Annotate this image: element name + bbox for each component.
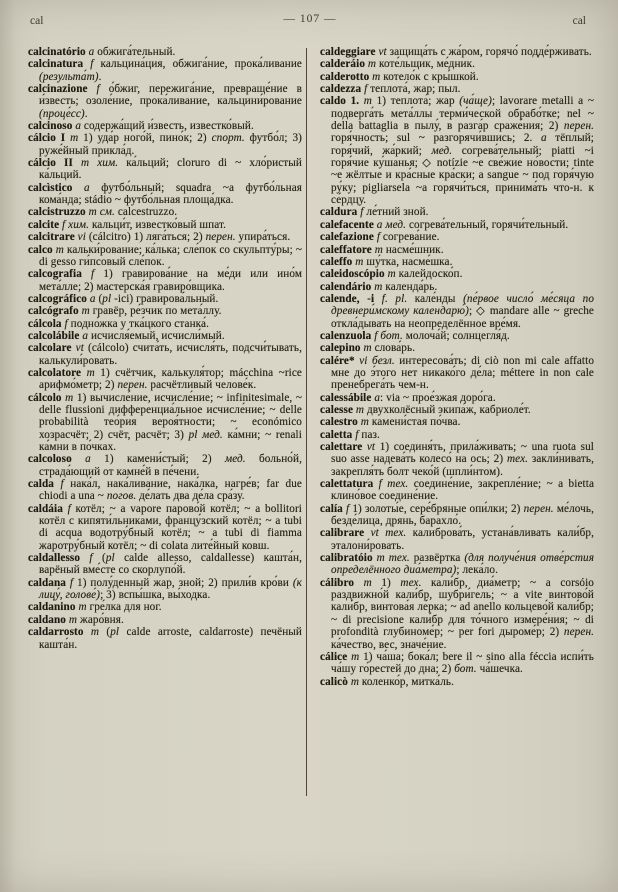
dictionary-entry bbox=[28, 231, 302, 243]
entry-text: теплота́, жар; пыл. bbox=[370, 83, 461, 96]
entry-text: о́бжиг, пережига́ние, превраще́ние в и́звесть; озоле́ние, прока́ливание, кальцини́рование bbox=[39, 83, 303, 108]
headword: caldanino bbox=[28, 601, 79, 614]
headword: calesse bbox=[320, 403, 356, 416]
headword: calcitrare bbox=[28, 231, 78, 244]
headword: calenzuola bbox=[320, 329, 375, 342]
entry-text: a bbox=[374, 391, 381, 404]
entry-text: (для получе́ния отве́рстия определённого диа́метра) bbox=[331, 552, 595, 577]
entry-text: -ici) гравирова́льный. bbox=[114, 292, 219, 305]
entry-text: m bbox=[351, 650, 364, 663]
entry-text: m bbox=[360, 416, 372, 429]
entry-text: календа́рь. bbox=[385, 280, 438, 293]
entry-text: подно́жка у тка́цкого станка́. bbox=[70, 317, 209, 330]
dictionary-entry bbox=[28, 318, 302, 330]
headword: calepino bbox=[320, 342, 364, 355]
entry-text: мед. bbox=[224, 453, 259, 466]
headword: caldezza bbox=[320, 83, 365, 96]
headword: caleffatore bbox=[320, 243, 375, 256]
entry-text: 1) золоты́е, сере́бряные опи́лки; 2) bbox=[352, 502, 524, 515]
entry-text: m bbox=[350, 675, 362, 688]
entry-text: ме́лочь, безде́лица, дрянь, барахло́. bbox=[331, 502, 594, 528]
entry-text: 1) полу́денный жар, зной; 2) прили́в кро́ви bbox=[77, 576, 293, 589]
header-guide-word-right: cal bbox=[572, 15, 586, 27]
headword: calda bbox=[28, 478, 61, 491]
entry-text: m bbox=[367, 58, 379, 71]
entry-text: a bbox=[82, 329, 91, 342]
dictionary-entry bbox=[28, 132, 302, 157]
headword: caldallesso bbox=[28, 552, 90, 565]
entry-text: f bbox=[90, 58, 101, 71]
headword: calcografia bbox=[28, 268, 92, 281]
entry-text: f bbox=[67, 502, 76, 515]
dictionary-entry bbox=[28, 392, 302, 454]
headword: calcolábile bbox=[28, 329, 83, 342]
entry-text: ; ◇ mandare alle ~ greche откла́дывать на неопределённое вре́мя. bbox=[331, 305, 594, 330]
entry-text: хим. bbox=[97, 157, 127, 170]
dictionary-entry bbox=[28, 58, 302, 83]
entry-text: f bbox=[364, 83, 371, 96]
dictionary-entry bbox=[320, 441, 594, 478]
headword: calibratóio bbox=[320, 552, 377, 565]
entry-text: упира́ться. bbox=[238, 231, 291, 244]
entry-text: f bbox=[60, 478, 71, 491]
entry-text: . bbox=[98, 70, 102, 83]
entry-text: a bbox=[540, 132, 556, 145]
entry-text: шу́тка, насме́шка. bbox=[366, 255, 453, 268]
entry-text: m bbox=[355, 403, 367, 416]
entry-text: перен. bbox=[563, 626, 594, 639]
entry-text: pl bbox=[105, 552, 125, 565]
headword: calcolare bbox=[28, 342, 76, 355]
headword: calessábile bbox=[320, 391, 375, 404]
headword: calettare bbox=[320, 441, 367, 453]
entry-text: жаро́вня. bbox=[79, 613, 124, 626]
entry-text: перен. bbox=[523, 502, 557, 515]
entry-text: 1) счётчик, калькуля́тор; mácchina ~rice арифмо́метр; 2) bbox=[39, 366, 302, 392]
headword: calefacente bbox=[320, 218, 377, 231]
entry-text: a bbox=[75, 120, 84, 133]
headword: calcinatura bbox=[28, 58, 91, 71]
entry-text: f. pl. bbox=[381, 292, 415, 305]
headword: calefazione bbox=[320, 231, 377, 244]
dictionary-entry bbox=[28, 614, 302, 626]
entry-text: m bbox=[363, 95, 377, 108]
entry-text: 1) теплота́; жар bbox=[376, 95, 460, 108]
entry-text: calcestruzzo. bbox=[117, 206, 178, 219]
headword: caldano bbox=[28, 613, 69, 626]
headword: calcinatório bbox=[28, 46, 89, 58]
entry-text: слова́рь. bbox=[374, 342, 416, 355]
entry-text: a bbox=[84, 181, 102, 194]
headword: calcistruzzo bbox=[28, 206, 89, 219]
dictionary-entry bbox=[320, 206, 594, 218]
dictionary-entry bbox=[320, 244, 594, 256]
dictionary-entry bbox=[28, 206, 302, 218]
entry-text: 1) ча́ша; бока́л; bere il ~ sino alla féccia испи́ть ча́шу го́рестей до дна; 2) bbox=[331, 650, 594, 676]
entry-text: calde arroste, caldarroste) печёный кашта́н. bbox=[39, 626, 302, 651]
right-column bbox=[320, 46, 594, 688]
entry-text: футбо́л; 3) руже́йный прикла́д. bbox=[39, 132, 303, 157]
dictionary-entry bbox=[320, 293, 594, 330]
entry-text: vi bbox=[77, 231, 89, 244]
dictionary-entry bbox=[320, 342, 594, 354]
entry-text: 1) вычисле́ние, исчисле́ние; ~ infinitesimale, ~ delle flussioni дифференциа́льное исчисле́ние; ~ delle probabilità тео́рия вероя́тности; ~ económico хозрасчёт; 2) счёт, расчёт; 3) bbox=[39, 391, 303, 441]
entry-text: мед. bbox=[385, 218, 409, 231]
headword: calendário bbox=[320, 280, 375, 293]
entry-text: интересова́ть; di ciò non mi cale affatto мне до э́того нет никако́го де́ла; méttere in non cale пренебрега́ть чем-н. bbox=[331, 354, 595, 392]
headword: calende, -i bbox=[320, 292, 382, 305]
headword: calcinoso bbox=[28, 120, 76, 133]
entry-text: m bbox=[86, 366, 101, 379]
entry-text: расчётливый челове́к. bbox=[150, 379, 257, 392]
entry-text: безл. bbox=[372, 354, 400, 367]
entry-text: ка́чество, вес, значе́ние. bbox=[331, 638, 447, 651]
entry-text: футбо́льный; squadra ~a футбо́льная кома́нда; stádio ~ футбо́льная площа́дка. bbox=[39, 181, 303, 207]
dictionary-entry bbox=[28, 552, 302, 577]
headword: cálcio I bbox=[28, 132, 71, 145]
headword: caldeggiare bbox=[320, 46, 379, 58]
entry-text: спорт. bbox=[211, 132, 250, 145]
entry-text: см. bbox=[99, 206, 118, 219]
entry-text: кальцина́ция, обжига́ние, прока́ливание bbox=[100, 58, 303, 71]
entry-text: кале́нды bbox=[414, 292, 464, 305]
entry-text: погов. bbox=[106, 490, 140, 503]
entry-text: : via ~ прое́зжая доро́га. bbox=[380, 391, 496, 404]
entry-text: m bbox=[372, 70, 384, 83]
headword: calibrare bbox=[320, 527, 371, 540]
entry-text: калейдоско́п. bbox=[398, 268, 463, 281]
dictionary-entry bbox=[28, 577, 302, 602]
entry-text: перен. bbox=[563, 120, 594, 133]
dictionary-entry bbox=[320, 527, 594, 552]
entry-text: кальци́т, известко́вый шпат. bbox=[91, 218, 227, 231]
entry-text: a bbox=[376, 218, 386, 231]
dictionary-entry bbox=[320, 219, 594, 231]
dictionary-entry bbox=[28, 453, 302, 478]
entry-text: 1) bbox=[381, 576, 401, 589]
entry-text: m bbox=[78, 601, 90, 614]
entry-text: согрева́ние. bbox=[382, 231, 440, 244]
entry-text: m bbox=[374, 280, 386, 293]
entry-text: calde allesso, caldallesse) кашта́н, варёный вме́сте со скорлупо́й. bbox=[39, 552, 302, 577]
entry-text: vt bbox=[75, 342, 89, 355]
entry-text: котёл; ~ a vapore парово́й котёл; ~ a bollitori котёл с кипяти́льниками, францу́зский котёл; ~ a tubi di acqua водотру́бный котёл; ~ a tubi di fiamma жаротру́бный котёл; ~ di colata лите́йный ковш. bbox=[39, 502, 302, 552]
page-number: — 107 — bbox=[283, 13, 337, 25]
dictionary-entry bbox=[28, 342, 302, 367]
headword: calcógrafo bbox=[28, 305, 82, 318]
dictionary-entry bbox=[28, 182, 302, 207]
dictionary-entry bbox=[28, 626, 302, 651]
headword: calestro bbox=[320, 416, 361, 429]
entry-text: соедине́ние, закрепле́ние; ~ a bietta клино́вое соедине́ние. bbox=[331, 478, 595, 503]
dictionary-entry bbox=[320, 71, 594, 83]
dictionary-entry bbox=[28, 83, 302, 120]
entry-text: a bbox=[89, 292, 99, 305]
dictionary-entry bbox=[320, 256, 594, 268]
entry-text: двухколёсный экипа́ж, кабриоле́т. bbox=[366, 403, 531, 416]
entry-text: (результа́т) bbox=[39, 70, 99, 83]
entry-text: pl bbox=[188, 428, 203, 441]
entry-text: (проце́сс) bbox=[39, 107, 85, 120]
entry-text: 1) уда́р ного́й, пино́к; 2) bbox=[83, 132, 212, 145]
headword: calderotto bbox=[320, 70, 373, 83]
entry-text: согрева́тельный, горячи́тельный. bbox=[408, 218, 569, 231]
entry-text: m bbox=[68, 613, 80, 626]
entry-text: m bbox=[363, 576, 382, 589]
headword: cálcolo bbox=[28, 391, 66, 404]
entry-text: m bbox=[374, 243, 386, 256]
headword: caldana bbox=[28, 576, 70, 589]
entry-text: ( bbox=[101, 552, 106, 565]
dictionary-entry bbox=[28, 293, 302, 305]
entry-text: тех. bbox=[387, 478, 414, 491]
entry-text: молоча́й; солнцегля́д. bbox=[405, 329, 510, 342]
entry-text: закли́нивать, закрепля́ть болт чеко́й (шпли́нтом). bbox=[331, 453, 594, 478]
entry-text: перен. bbox=[117, 379, 151, 392]
dictionary-entry bbox=[320, 355, 594, 392]
entry-text: ; лека́ло. bbox=[456, 564, 499, 577]
entry-text: (cálcitro) 1) ляга́ться; 2) bbox=[88, 231, 206, 244]
entry-text: (cálcolo) счита́ть, исчисля́ть, подсчи́тывать, калькули́ровать. bbox=[39, 342, 302, 367]
entry-text: f bbox=[360, 206, 367, 219]
entry-text: f bbox=[69, 576, 77, 589]
entry-text: f bbox=[376, 231, 383, 244]
entry-text: f bbox=[378, 478, 388, 491]
entry-text: m bbox=[355, 255, 367, 268]
dictionary-entry bbox=[28, 367, 302, 392]
entry-text: ; 3) вспы́шка, вы́ходка. bbox=[100, 589, 211, 602]
entry-text: кали́бр, диа́метр; ~ a corsóio раздвижно́й кали́бр, шубри́гель; ~ a vite винтово́й кали́бр, винтова́я ле́рка; ~ ad anello кольцево́й кали́бр; ~ di precisione кали́бр для то́чного измере́ния; ~ di profondità глубиноме́р; ~ per fori дыроме́р; 2) bbox=[331, 576, 595, 639]
headword: calicò bbox=[320, 675, 351, 688]
entry-text: m bbox=[65, 391, 77, 404]
entry-text: m bbox=[90, 626, 107, 639]
entry-text: pl bbox=[102, 292, 115, 305]
entry-text: калиброва́ть, устана́вливать кали́бр, эталони́ровать. bbox=[331, 527, 594, 552]
entry-text: мед. bbox=[202, 428, 228, 441]
entry-text: коленко́р, митка́ль. bbox=[361, 675, 454, 688]
entry-text: f bbox=[91, 268, 104, 281]
headword: cálice bbox=[320, 650, 352, 663]
headword: calettatura bbox=[320, 478, 379, 491]
entry-text: гравёр, ре́зчик по мета́ллу. bbox=[92, 305, 222, 318]
dictionary-entry bbox=[28, 120, 302, 132]
entry-text: m bbox=[55, 243, 67, 256]
entry-text: m bbox=[80, 157, 98, 170]
entry-text: 1) гравирова́ние на ме́ди или ино́м мета́лле; 2) мастерска́я гравиро́вщика. bbox=[39, 268, 303, 293]
headword: calcìstico bbox=[28, 181, 85, 194]
entry-text: 1) соединя́ть, прила́живать; ~ una ruota sul suo asse надева́ть колесо́ на ось; 2) bbox=[331, 441, 594, 466]
dictionary-entry bbox=[320, 478, 594, 503]
entry-text: коте́льщик, ме́дник. bbox=[379, 58, 476, 71]
dictionary-entry bbox=[320, 95, 594, 206]
dictionary-entry bbox=[28, 46, 302, 58]
dictionary-entry bbox=[28, 244, 302, 269]
entry-text: pl bbox=[110, 626, 127, 639]
dictionary-entry bbox=[320, 404, 594, 416]
dictionary-entry bbox=[320, 651, 594, 676]
dictionary-entry bbox=[28, 305, 302, 317]
entry-text: содержа́щий и́звесть, известко́вый. bbox=[83, 120, 254, 133]
entry-text: vt bbox=[370, 527, 386, 540]
headword: calía bbox=[320, 502, 346, 515]
entry-text: f bbox=[355, 428, 362, 441]
entry-text: f bbox=[62, 218, 69, 231]
entry-text: (пе́рвое число́ ме́сяца по древнери́мскому календарю́) bbox=[331, 292, 595, 318]
entry-text: f bbox=[374, 329, 381, 342]
dictionary-entry bbox=[320, 231, 594, 243]
entry-text: f bbox=[64, 317, 71, 330]
dictionary-entry bbox=[28, 478, 302, 503]
entry-text: развёртка bbox=[413, 552, 465, 565]
headword: caleidoscópio bbox=[320, 268, 388, 281]
entry-text: ; lavorare metalli a ~ подверга́ть мета́ллы терми́ческой обрабо́тке; nel ~ della battaglia в пылу́, в разга́р сраже́ния; 2) bbox=[331, 95, 595, 133]
entry-text: a bbox=[85, 453, 105, 466]
entry-text: тех. bbox=[400, 576, 432, 589]
dictionary-entry bbox=[28, 157, 302, 182]
headword: caldura bbox=[320, 206, 361, 219]
headword: calcoloso bbox=[28, 453, 86, 466]
entry-text: f bbox=[345, 502, 353, 515]
entry-text: тех. bbox=[506, 453, 532, 466]
entry-text: горя́чность; sul ~ разгорячи́вшись; 2. bbox=[331, 132, 541, 145]
dictionary-entry bbox=[28, 503, 302, 552]
headword: caletta bbox=[320, 428, 356, 441]
entry-text: vi bbox=[359, 354, 373, 367]
entry-text: ( bbox=[98, 292, 103, 305]
entry-text: камени́стая по́чва. bbox=[371, 416, 461, 429]
entry-text: защища́ть с жа́ром, горячо́ подде́рживать. bbox=[389, 46, 592, 58]
entry-text: насме́шник. bbox=[385, 243, 444, 256]
entry-text: нака́л, нака́ливание, нака́лка, нагре́в; far due chiodi a una ~ bbox=[39, 478, 302, 503]
text-columns bbox=[28, 46, 594, 688]
headword: calcite bbox=[28, 218, 63, 231]
entry-text: тёплый; горя́чий, жа́ркий; bbox=[331, 132, 594, 157]
entry-text: больно́й, страда́ющий от камне́й в пе́чени. bbox=[39, 453, 302, 478]
entry-text: m bbox=[363, 342, 375, 355]
entry-text: m bbox=[81, 305, 93, 318]
entry-text: ( bbox=[106, 626, 111, 639]
entry-text: vt bbox=[378, 46, 390, 58]
entry-text: тех. bbox=[385, 527, 413, 540]
headword: calcolatore bbox=[28, 366, 87, 379]
headword: calcográfico bbox=[28, 292, 90, 305]
entry-text: ка́льций; cloruro di ~ хло́ристый ка́льций. bbox=[39, 157, 302, 182]
entry-text: кальки́рование; ка́лька; сле́пок со скульпту́ры; ~ di gesso ги́псовый сле́пок. bbox=[39, 243, 302, 268]
entry-text: vt bbox=[366, 441, 380, 453]
headword: cálibro bbox=[320, 576, 364, 589]
entry-text: исчисля́емый, исчисли́мый. bbox=[90, 329, 225, 342]
entry-text: f bbox=[89, 552, 102, 565]
headword: calco bbox=[28, 243, 56, 256]
entry-text: ле́тний зной. bbox=[366, 206, 429, 219]
entry-text: ка́мни; ~ renali ка́мни в по́чках. bbox=[39, 428, 302, 453]
headword: cálcola bbox=[28, 317, 65, 330]
entry-text: (к лицу́, голове́) bbox=[39, 576, 302, 602]
headword: caldáia bbox=[28, 502, 68, 515]
entry-text: бот. bbox=[380, 329, 406, 342]
entry-text: m bbox=[70, 132, 84, 145]
headword: calére* bbox=[320, 354, 360, 367]
dictionary-entry bbox=[320, 552, 594, 577]
dictionary-entry bbox=[320, 268, 594, 280]
dictionary-entry bbox=[320, 281, 594, 293]
entry-text: перен. bbox=[205, 231, 239, 244]
dictionary-entry bbox=[320, 392, 594, 404]
headword: calcinazione bbox=[28, 83, 97, 96]
entry-text: котело́к с кры́шкой. bbox=[383, 70, 479, 83]
dictionary-entry bbox=[320, 429, 594, 441]
dictionary-entry bbox=[320, 503, 594, 528]
dictionary-entry bbox=[28, 219, 302, 231]
headword: caldo 1. bbox=[320, 95, 364, 108]
dictionary-entry bbox=[320, 46, 594, 58]
header-guide-word-left: cal bbox=[30, 15, 44, 27]
headword: calderáio bbox=[320, 58, 368, 71]
page-header bbox=[30, 13, 590, 29]
entry-text: бот. bbox=[454, 663, 480, 676]
dictionary-entry bbox=[320, 83, 594, 95]
entry-text: де́лать два де́ла сра́зу. bbox=[139, 490, 245, 503]
entry-text: паз. bbox=[361, 428, 380, 441]
dictionary-entry bbox=[320, 676, 594, 688]
entry-text: . bbox=[84, 107, 88, 120]
entry-text: m bbox=[88, 206, 100, 219]
dictionary-entry bbox=[28, 330, 302, 342]
headword: caleffo bbox=[320, 255, 356, 268]
dictionary-entry bbox=[28, 601, 302, 613]
entry-text: согрева́тельный; piatti ~i горя́чие ку́шанья; ◇ notízie ~e све́жие но́вости; tinte ~e жёлтые и кра́сные кра́ски; a sangue ~ под горя́чую ру́ку; pigliarsela ~a горячи́ться, принима́ть что-н. к се́рдцу. bbox=[331, 144, 594, 207]
dictionary-entry bbox=[320, 416, 594, 428]
entry-text: m bbox=[376, 552, 389, 565]
dictionary-entry bbox=[320, 577, 594, 651]
entry-text: тех. bbox=[388, 552, 414, 565]
dictionary-entry bbox=[320, 330, 594, 342]
left-column bbox=[28, 46, 302, 688]
headword: caldarrosto bbox=[28, 626, 91, 639]
dictionary-entry bbox=[28, 268, 302, 293]
headword: cálcio II bbox=[28, 157, 81, 170]
entry-text: f bbox=[96, 83, 109, 96]
entry-text: ча́шечка. bbox=[479, 663, 523, 676]
entry-text: (ча́ще) bbox=[459, 95, 492, 108]
entry-text: m bbox=[387, 268, 399, 281]
entry-text: хим. bbox=[68, 218, 92, 231]
dictionary-entry bbox=[320, 58, 594, 70]
entry-text: гре́лка для ног. bbox=[89, 601, 162, 614]
entry-text: a bbox=[88, 46, 98, 58]
entry-text: обжига́тельный. bbox=[97, 46, 176, 58]
entry-text: 1) камени́стый; 2) bbox=[104, 453, 225, 466]
entry-text: мед. bbox=[431, 144, 462, 157]
